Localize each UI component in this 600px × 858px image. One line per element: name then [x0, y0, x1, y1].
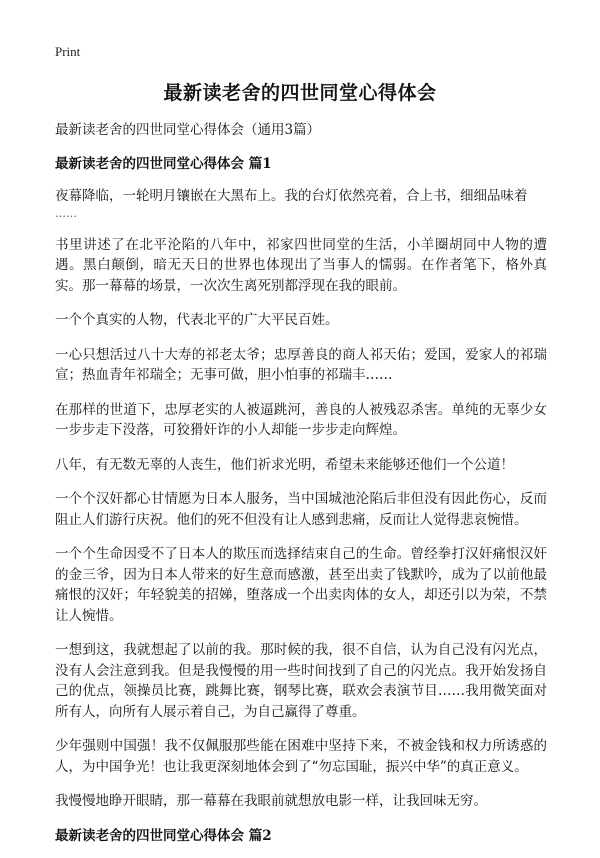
paragraph-1-text: 夜幕降临，一轮明月镶嵌在大黑布上。我的台灯依然亮着，合上书，细细品味着	[55, 188, 528, 204]
paragraph-1-ellipsis: ……	[55, 206, 77, 220]
paragraph-8: 一个个生命因受不了日本人的欺压而选择结束自己的生命。曾经拳打汉奸痛恨汉奸的金三爷，因为日本人带来的好生意而感激，甚至出卖了钱默吟，成为了以前他最痛恨的汉奸；年轻貌美的招娣，堕落成一个出卖肉体的女人，却还引以为荣，不禁让人惋惜。	[55, 546, 547, 624]
document-title: 最新读老舍的四世同堂心得体会	[163, 82, 437, 104]
section-heading-1: 最新读老舍的四世同堂心得体会 篇1	[55, 156, 272, 172]
paragraph-1	[55, 186, 547, 221]
paragraph-5: 在那样的世道下，忠厚老实的人被逼跳河，善良的人被残忍杀害。单纯的无辜少女一步步走下没落，可狡猾奸诈的小人却能一步步走向辉煌。	[55, 401, 547, 438]
paragraph-3: 一个个真实的人物，代表北平的广大平民百姓。	[55, 312, 339, 328]
paragraph-6: 八年，有无数无辜的人丧生，他们祈求光明，希望未来能够还他们一个公道！	[55, 456, 514, 473]
paragraph-10: 少年强则中国强！我不仅佩服那些能在困难中坚持下来，不被金钱和权力所诱惑的人，为中国争光！也让我更深刻地体会到了“勿忘国耻，振兴中华”的真正意义。	[55, 738, 547, 775]
document-body	[55, 120, 547, 858]
section-heading-2: 最新读老舍的四世同堂心得体会 篇2	[55, 827, 272, 844]
paragraph-2: 书里讲述了在北平沦陷的八年中，祁家四世同堂的生活，小羊圈胡同中人物的遭遇。黑白颠倒，暗无天日的世界也体现出了当事人的懦弱。在作者笔下，格外真实。那一幕幕的场景，一次次生离死别都浮现在我的眼前。	[55, 236, 547, 294]
paragraph-11: 我慢慢地睁开眼睛，那一幕幕在我眼前就想放电影一样，让我回味无穷。	[55, 793, 487, 809]
print-link[interactable]: Print	[55, 44, 81, 59]
paragraph-9: 一想到这，我就想起了以前的我。那时候的我，很不自信，认为自己没有闪光点，没有人会注意到我。但是我慢慢的用一些时间找到了自己的闪光点。我开始发扬自己的优点，领操员比赛，跳舞比赛，钢琴比赛，联欢会表演节目……我用微笑面对所有人，向所有人展示着自己，为自己赢得了尊重。	[55, 642, 547, 720]
paragraph-4: 一心只想活过八十大寿的祁老太爷；忠厚善良的商人祁天佑；爱国，爱家人的祁瑞宣；热血青年祁瑞全；无事可做，胆小怕事的祁瑞丰……	[55, 346, 547, 383]
paragraph-7: 一个个汉奸都心甘情愿为日本人服务，当中国城池沦陷后非但没有因此伤心，反而阻止人们游行庆祝。他们的死不但没有让人感到悲痛，反而让人觉得悲哀惋惜。	[55, 491, 547, 528]
document-subtitle: 最新读老舍的四世同堂心得体会（通用3篇）	[55, 122, 321, 138]
